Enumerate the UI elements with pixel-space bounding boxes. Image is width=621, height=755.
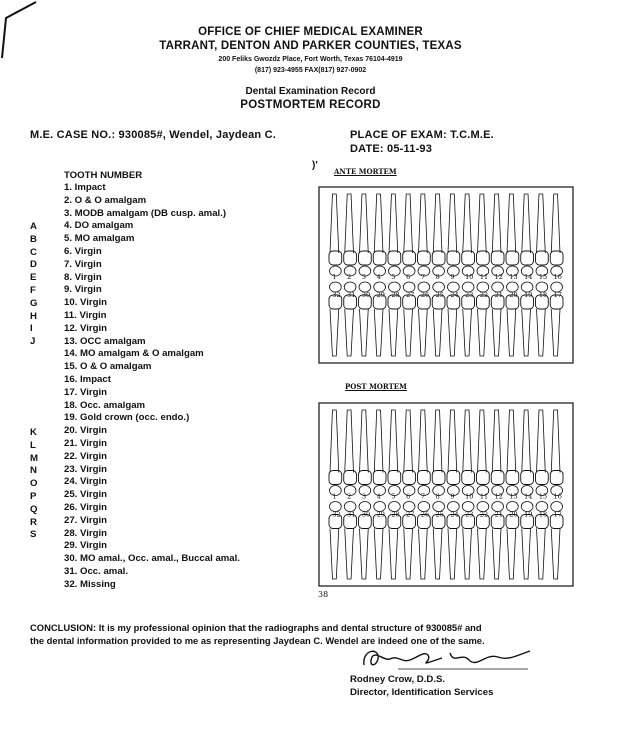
tooth-number-lower: 27 <box>406 291 415 299</box>
tooth-entry: 23. Virgin <box>64 463 108 475</box>
tooth-number-upper: 4 <box>376 492 381 501</box>
tooth-number-upper: 10 <box>465 273 474 281</box>
tooth-crown <box>462 471 475 485</box>
tooth-crown <box>536 471 549 485</box>
tooth-entry: 27. Virgin <box>64 514 108 526</box>
tooth-list <box>64 182 240 592</box>
upper-tooth <box>550 410 563 496</box>
letter-label: K <box>30 427 37 438</box>
tooth-root <box>404 194 413 253</box>
tooth-root <box>448 194 457 253</box>
address: 200 Feliks Gwozdz Place, Fort Worth, Texas 76104-4919 <box>218 56 403 63</box>
tooth-number-lower: 32 <box>332 510 341 519</box>
upper-tooth <box>388 410 401 496</box>
tooth-entry: 31. Occ. amal. <box>64 565 128 577</box>
tooth-number-upper: 15 <box>538 273 548 281</box>
upper-tooth <box>359 410 372 496</box>
tooth-crown <box>477 471 490 485</box>
tooth-root <box>360 529 369 580</box>
tooth-number-lower: 19 <box>524 510 533 519</box>
tooth-root <box>463 194 472 253</box>
tooth-number-upper: 11 <box>479 492 489 501</box>
tooth-number-upper: 12 <box>494 492 503 501</box>
upper-tooth <box>373 194 386 276</box>
tooth-root <box>448 410 457 473</box>
tooth-crown <box>462 251 475 265</box>
tooth-root <box>330 309 339 356</box>
tooth-entry: 7. Virgin <box>64 258 102 270</box>
signer-title: Director, Identification Services <box>350 687 494 698</box>
upper-tooth <box>432 194 445 276</box>
signature <box>358 643 538 673</box>
tooth-crown <box>477 251 490 265</box>
upper-tooth <box>536 410 549 496</box>
tooth-number-upper: 12 <box>494 273 503 281</box>
tooth-entry: 18. Occ. amalgam <box>64 399 146 411</box>
tooth-crown <box>550 251 563 265</box>
chart-mark: )' <box>312 160 318 171</box>
tooth-number-upper: 6 <box>406 273 411 281</box>
post-mortem-chart <box>318 402 574 587</box>
tooth-crown <box>329 251 342 265</box>
place-of-exam: PLACE OF EXAM: T.C.M.E. <box>350 129 494 141</box>
tooth-number-upper: 11 <box>479 273 489 281</box>
tooth-root <box>492 410 501 473</box>
tooth-number-lower: 22 <box>479 510 489 519</box>
tooth-number-lower: 22 <box>479 291 489 299</box>
tooth-entry: 9. Virgin <box>64 284 102 296</box>
tooth-crown <box>447 251 460 265</box>
tooth-number-lower: 20 <box>509 510 518 519</box>
tooth-root <box>433 194 442 253</box>
tooth-root <box>492 309 501 356</box>
tooth-crown <box>418 471 431 485</box>
tooth-number-lower: 26 <box>420 291 430 299</box>
tooth-root <box>492 194 501 253</box>
tooth-entry: 24. Virgin <box>64 476 108 488</box>
tooth-root <box>478 194 487 253</box>
upper-tooth <box>521 410 534 496</box>
tooth-entry: 3. MODB amalgam (DB cusp. amal.) <box>64 207 227 219</box>
tooth-entry: 16. Impact <box>64 373 111 385</box>
tooth-root <box>463 410 472 473</box>
tooth-root <box>537 309 546 356</box>
tooth-root <box>330 410 339 473</box>
tooth-entry: 28. Virgin <box>64 527 108 539</box>
letter-label: R <box>30 516 37 528</box>
upper-tooth <box>521 194 534 276</box>
tooth-root <box>330 529 339 580</box>
office-title: OFFICE OF CHIEF MEDICAL EXAMINER <box>198 26 423 38</box>
tooth-number-lower: 29 <box>376 291 385 299</box>
tooth-root <box>433 309 442 356</box>
tooth-number-upper: 2 <box>347 492 352 501</box>
tooth-number-lower: 32 <box>332 291 341 299</box>
tooth-number-lower: 24 <box>450 291 459 299</box>
tooth-number-upper: 16 <box>553 492 562 501</box>
upper-tooth <box>344 410 357 496</box>
tooth-number-lower: 28 <box>391 291 400 299</box>
tooth-crown <box>432 471 445 485</box>
tooth-crown <box>329 471 342 485</box>
upper-tooth <box>462 194 475 276</box>
upper-tooth <box>447 410 460 496</box>
tooth-root <box>404 309 413 356</box>
tooth-root <box>360 194 369 253</box>
tooth-number-upper: 1 <box>332 492 337 501</box>
tooth-root <box>522 410 531 473</box>
tooth-entry: 20. Virgin <box>64 425 108 437</box>
letter-label: P <box>30 490 37 502</box>
chart-frame <box>319 403 573 586</box>
tooth-crown <box>521 251 534 265</box>
upper-tooth <box>344 194 357 276</box>
tooth-number-lower: 18 <box>538 510 548 519</box>
tooth-root <box>448 529 457 580</box>
tooth-crown <box>388 251 401 265</box>
tooth-number-lower: 27 <box>406 510 415 519</box>
post-mortem-label: POST MORTEM <box>345 382 407 391</box>
upper-tooth <box>432 410 445 496</box>
tooth-root <box>463 529 472 580</box>
tooth-crown <box>536 251 549 265</box>
tooth-root <box>374 529 383 580</box>
tooth-crown <box>506 471 519 485</box>
tooth-root <box>551 309 560 356</box>
tooth-number-upper: 8 <box>435 492 440 501</box>
tooth-number-upper: 6 <box>406 492 411 501</box>
tooth-root <box>389 309 398 356</box>
tooth-crown <box>403 251 416 265</box>
tooth-entry: 6. Virgin <box>64 245 102 257</box>
tooth-number-lower: 17 <box>553 291 562 299</box>
tooth-entry: 26. Virgin <box>64 501 108 513</box>
tooth-root <box>522 194 531 253</box>
upper-tooth <box>373 410 386 496</box>
page-mark: 38 <box>318 590 329 599</box>
tooth-root <box>537 529 546 580</box>
tooth-root <box>345 309 354 356</box>
counties-title: TARRANT, DENTON AND PARKER COUNTIES, TEXAS <box>159 40 462 52</box>
letter-label: Q <box>30 503 38 515</box>
upper-tooth <box>418 410 431 496</box>
tooth-root <box>330 194 339 253</box>
tooth-number-lower: 17 <box>553 510 562 519</box>
tooth-root <box>433 410 442 473</box>
upper-tooth <box>491 194 504 276</box>
tooth-entry: 2. O & O amalgam <box>64 194 147 206</box>
tooth-number-lower: 20 <box>509 291 518 299</box>
tooth-number-upper: 13 <box>509 273 518 281</box>
tooth-root <box>551 529 560 580</box>
tooth-number-lower: 30 <box>361 510 371 519</box>
tooth-entry: 22. Virgin <box>64 450 108 462</box>
tooth-root <box>360 410 369 473</box>
tooth-root <box>419 410 428 473</box>
upper-tooth <box>506 410 519 496</box>
tooth-entry: 1. Impact <box>64 182 106 193</box>
tooth-crown <box>521 471 534 485</box>
tooth-crown <box>491 251 504 265</box>
tooth-root <box>507 529 516 580</box>
tooth-root <box>419 529 428 580</box>
conclusion-line-1: CONCLUSION: It is my professional opinion that the radiographs and dental structure of 930085# and <box>30 622 482 633</box>
letter-label: M <box>30 452 38 464</box>
tooth-root <box>433 529 442 580</box>
ante-mortem-label: ANTE MORTEM <box>334 167 397 176</box>
upper-tooth <box>477 194 490 276</box>
tooth-crown <box>506 251 519 265</box>
tooth-number-upper: 14 <box>524 492 533 501</box>
tooth-number-upper: 1 <box>332 273 337 281</box>
letter-label: D <box>30 259 37 271</box>
letter-label: A <box>30 221 37 232</box>
tooth-entry: 32. Missing <box>64 578 116 590</box>
tooth-number-upper: 3 <box>361 273 367 281</box>
tooth-number-lower: 25 <box>435 291 444 299</box>
letter-label: N <box>30 465 37 477</box>
tooth-root <box>492 529 501 580</box>
tooth-number-lower: 31 <box>347 291 356 299</box>
upper-tooth <box>329 410 342 496</box>
tooth-number-upper: 7 <box>420 492 426 501</box>
letter-label: O <box>30 478 38 490</box>
tooth-root <box>537 194 546 253</box>
tooth-root <box>374 410 383 473</box>
tooth-root <box>345 410 354 473</box>
tooth-number-lower: 31 <box>347 510 356 519</box>
tooth-number-header: TOOTH NUMBER <box>64 170 143 181</box>
letter-label: B <box>30 233 37 245</box>
tooth-entry: 15. O & O amalgam <box>64 361 152 373</box>
tooth-crown <box>373 471 386 485</box>
tooth-root <box>389 194 398 253</box>
tooth-number-lower: 21 <box>494 291 503 299</box>
letter-label: E <box>30 272 37 284</box>
tooth-number-upper: 5 <box>391 492 396 501</box>
letter-label: S <box>30 529 37 541</box>
tooth-number-upper: 9 <box>450 273 455 281</box>
tooth-entry: 21. Virgin <box>64 437 108 449</box>
tooth-root <box>551 410 560 473</box>
tooth-entry: 25. Virgin <box>64 489 108 501</box>
tooth-number-upper: 3 <box>361 492 367 501</box>
tooth-number-lower: 21 <box>494 510 503 519</box>
upper-tooth <box>491 410 504 496</box>
tooth-entry: 29. Virgin <box>64 540 108 552</box>
phone: (817) 923-4955 FAX(817) 927-0902 <box>254 67 367 74</box>
upper-tooth <box>388 194 401 276</box>
tooth-entry: 4. DO amalgam <box>64 220 134 232</box>
record-type: Dental Examination Record <box>245 86 376 97</box>
tooth-crown <box>373 251 386 265</box>
tooth-number-upper: 8 <box>435 273 440 281</box>
tooth-number-upper: 10 <box>465 492 474 501</box>
tooth-number-lower: 26 <box>420 510 430 519</box>
tooth-crown <box>550 471 563 485</box>
conclusion-line-2: the dental information provided to me as representing Jaydean C. Wendel are indeed one of the same. <box>30 635 485 646</box>
tooth-root <box>522 309 531 356</box>
letter-label: F <box>30 284 36 296</box>
me-case-number: M.E. CASE NO.: 930085#, Wendel, Jaydean C. <box>30 129 277 141</box>
tooth-number-lower: 18 <box>538 291 548 299</box>
tooth-crown <box>344 251 357 265</box>
exam-date: DATE: 05-11-93 <box>350 143 433 155</box>
tooth-number-upper: 14 <box>524 273 533 281</box>
upper-tooth <box>506 194 519 276</box>
tooth-root <box>507 410 516 473</box>
tooth-entry: 11. Virgin <box>64 309 107 321</box>
tooth-crown <box>359 471 372 485</box>
upper-tooth <box>418 194 431 276</box>
tooth-root <box>478 410 487 473</box>
letters-lower <box>30 427 38 542</box>
tooth-number-upper: 7 <box>420 273 426 281</box>
letter-label: L <box>30 439 36 451</box>
tooth-number-upper: 15 <box>538 492 548 501</box>
tooth-crown <box>344 471 357 485</box>
tooth-number-lower: 29 <box>376 510 385 519</box>
tooth-entry: 12. Virgin <box>64 322 108 334</box>
tooth-crown <box>432 251 445 265</box>
signer-name: Rodney Crow, D.D.S. <box>350 674 446 685</box>
tooth-number-upper: 13 <box>509 492 518 501</box>
tooth-root <box>404 410 413 473</box>
tooth-number-lower: 23 <box>465 291 474 299</box>
tooth-root <box>551 194 560 253</box>
upper-tooth <box>447 194 460 276</box>
tooth-root <box>478 309 487 356</box>
tooth-number-upper: 16 <box>553 273 562 281</box>
tooth-root <box>404 529 413 580</box>
upper-tooth <box>403 410 416 496</box>
tooth-root <box>345 529 354 580</box>
tooth-root <box>419 194 428 253</box>
tooth-entry: 14. MO amalgam & O amalgam <box>64 348 204 360</box>
upper-tooth <box>329 194 342 276</box>
tooth-root <box>389 410 398 473</box>
letter-label: H <box>30 310 37 322</box>
letter-label: G <box>30 297 38 309</box>
tooth-entry: 5. MO amalgam <box>64 233 135 245</box>
upper-tooth <box>536 194 549 276</box>
tooth-root <box>345 194 354 253</box>
record-title: POSTMORTEM RECORD <box>240 99 381 111</box>
upper-tooth <box>462 410 475 496</box>
tooth-root <box>522 529 531 580</box>
tooth-root <box>389 529 398 580</box>
tooth-number-lower: 30 <box>361 291 371 299</box>
tooth-crown <box>403 471 416 485</box>
tooth-root <box>419 309 428 356</box>
tooth-number-upper: 4 <box>376 273 381 281</box>
tooth-entry: 17. Virgin <box>64 386 108 398</box>
ante-mortem-chart <box>318 186 574 364</box>
tooth-root <box>507 309 516 356</box>
tooth-entry: 19. Gold crown (occ. endo.) <box>64 412 190 424</box>
tooth-crown <box>418 251 431 265</box>
tooth-entry: 10. Virgin <box>64 297 108 309</box>
letter-label: I <box>30 323 33 335</box>
tooth-number-upper: 5 <box>391 273 396 281</box>
tooth-crown <box>359 251 372 265</box>
tooth-number-lower: 19 <box>524 291 533 299</box>
tooth-root <box>537 410 546 473</box>
tooth-number-upper: 2 <box>347 273 352 281</box>
tooth-number-lower: 28 <box>391 510 400 519</box>
tooth-number-lower: 23 <box>465 510 474 519</box>
tooth-entry: 30. MO amal., Occ. amal., Buccal amal. <box>64 553 240 565</box>
tooth-number-lower: 24 <box>450 510 459 519</box>
tooth-root <box>507 194 516 253</box>
chart-frame <box>319 187 573 363</box>
tooth-crown <box>491 471 504 485</box>
tooth-root <box>374 309 383 356</box>
upper-tooth <box>477 410 490 496</box>
letter-label: J <box>30 336 36 348</box>
tooth-root <box>463 309 472 356</box>
letter-label: C <box>30 246 37 258</box>
upper-tooth <box>550 194 563 276</box>
tooth-crown <box>447 471 460 485</box>
upper-tooth <box>403 194 416 276</box>
tooth-root <box>448 309 457 356</box>
tooth-crown <box>388 471 401 485</box>
tooth-number-upper: 9 <box>450 492 455 501</box>
tooth-number-lower: 25 <box>435 510 444 519</box>
tooth-root <box>360 309 369 356</box>
letters-upper <box>30 221 37 349</box>
tooth-root <box>374 194 383 253</box>
tooth-root <box>478 529 487 580</box>
upper-tooth <box>359 194 372 276</box>
tooth-entry: 8. Virgin <box>64 271 102 283</box>
tooth-entry: 13. OCC amalgam <box>64 335 146 347</box>
